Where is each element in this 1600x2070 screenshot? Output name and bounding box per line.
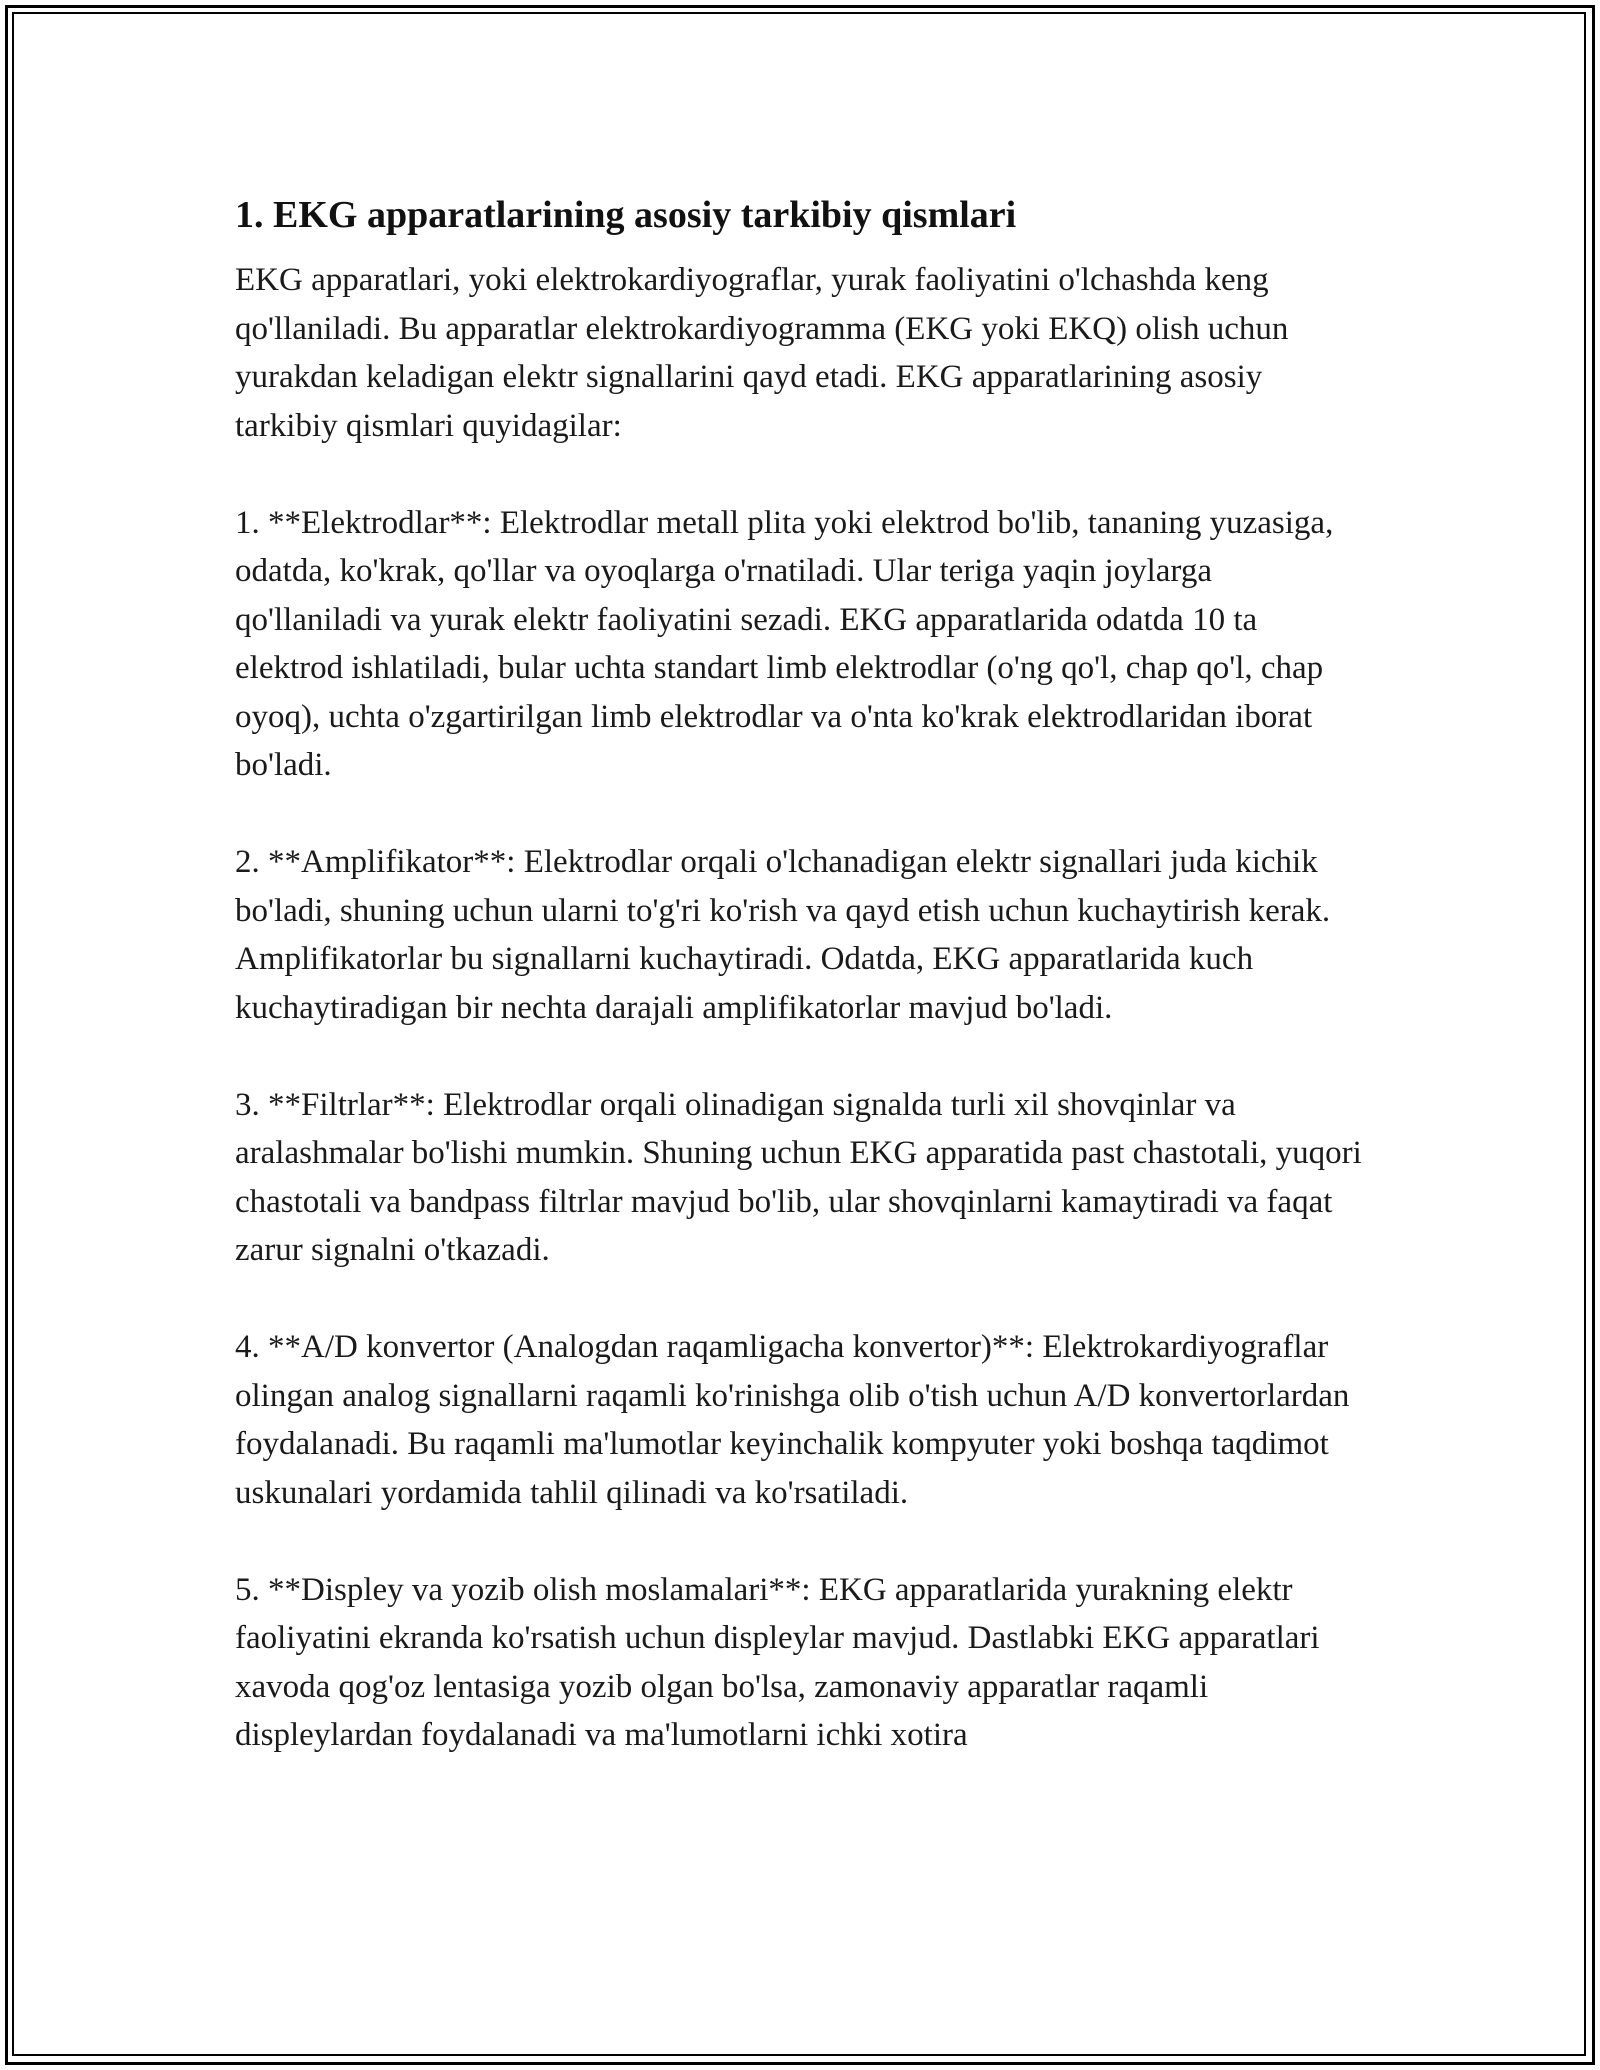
intro-paragraph: EKG apparatlari, yoki elektrokardiyograflar, yurak faoliyatini o'lchashda keng qo'llaniladi. Bu apparatlar elektrokardiyogramma (EKG yoki EKQ) olish uchun yurakdan keladigan elektr signallarini qayd etadi. EKG apparatlarining asosiy tarkibiy qismlari quyidagilar: [235,262,1289,444]
paragraph-display: 5. **Displey va yozib olish moslamalari**: EKG apparatlarida yurakning elektr faoliyatini ekranda ko'rsatish uchun displeylar mavjud. Dastlabki EKG apparatlari xavoda qog'oz lentasiga yozib olgan bo'lsa, zamonaviy apparatlar raqamli displeylardan foydalanadi va ma'lumotlarni ichki xotira [235,1571,1320,1753]
paragraph-ad-converter: 4. **A/D konvertor (Analogdan raqamligacha konvertor)**: Elektrokardiyograflar olingan analog signallarni raqamli ko'rinishga olib o'tish uchun A/D konvertorlardan foydalanadi. Bu raqamli ma'lumotlar keyinchalik kompyuter yoki boshqa taqdimot uskunalari yordamida tahlil qilinadi va ko'rsatiladi. [235,1329,1350,1511]
paragraph-filters: 3. **Filtrlar**: Elektrodlar orqali olinadigan signalda turli xil shovqinlar va aralashmalar bo'lishi mumkin. Shuning uchun EKG apparatida past chastotali, yuqori chastotali va bandpass filtrlar mavjud bo'lib, ular shovqinlarni kamaytiradi va faqat zarur signalni o'tkazadi. [235,1086,1362,1268]
document-body [235,188,1365,1808]
paragraph-electrodes: 1. **Elektrodlar**: Elektrodlar metall plita yoki elektrod bo'lib, tananing yuzasiga, odatda, ko'krak, qo'llar va oyoqlarga o'rnatiladi. Ular teriga yaqin joylarga qo'llaniladi va yurak elektr faoliyatini sezadi. EKG apparatlarida odatda 10 ta elektrod ishlatiladi, bular uchta standart limb elektrodlar (o'ng qo'l, chap qo'l, chap oyoq), uchta o'zgartirilgan limb elektrodlar va o'nta ko'krak elektrodlaridan iborat bo'ladi. [235,504,1334,783]
paragraph-amplifier: 2. **Amplifikator**: Elektrodlar orqali o'lchanadigan elektr signallari juda kichik bo'ladi, shuning uchun ularni to'g'ri ko'rish va qayd etish uchun kuchaytirish kerak. Amplifikatorlar bu signallarni kuchaytiradi. Odatda, EKG apparatlarida kuch kuchaytiradigan bir nechta darajali amplifikatorlar mavjud bo'ladi. [235,844,1331,1026]
document-title: 1. EKG apparatlarining asosiy tarkibiy qismlari [235,194,1017,236]
